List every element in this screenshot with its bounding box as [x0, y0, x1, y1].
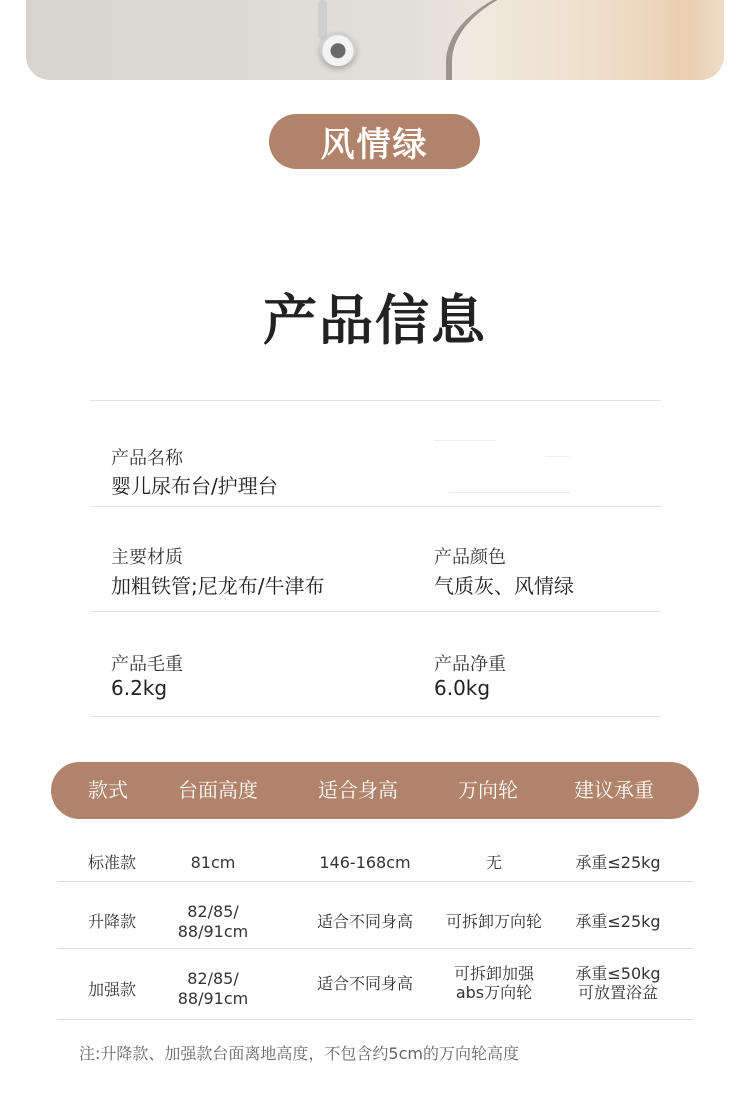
spec-label-color: 产品颜色: [434, 547, 506, 568]
spec-value-color: 气质灰、风情绿: [434, 574, 574, 598]
spec-label-net-weight: 产品净重: [434, 654, 506, 675]
column-header-top-height: 台面高度: [178, 778, 258, 802]
cell-caster: 无: [485, 853, 502, 872]
cell-fit-height: 适合不同身高: [316, 912, 413, 931]
section-title: 产品信息: [263, 289, 487, 352]
cell-top-height: 88/91cm: [177, 989, 249, 1008]
cell-load: 承重≤25kg: [575, 853, 661, 872]
cell-caster: 可拆卸万向轮: [445, 912, 542, 931]
column-header-style: 款式: [88, 778, 128, 802]
column-header-caster: 万向轮: [458, 778, 518, 802]
cell-caster: 可拆卸加强: [453, 964, 534, 983]
cell-caster: abs万向轮: [455, 983, 533, 1002]
spec-label-gross-weight: 产品毛重: [111, 654, 183, 675]
spec-label-product-name: 产品名称: [111, 448, 183, 469]
cell-top-height: 82/85/: [187, 902, 239, 921]
row-divider: [57, 948, 693, 949]
cell-top-height: 88/91cm: [177, 922, 249, 941]
rug-graphic: [446, 0, 724, 80]
cell-top-height: 82/85/: [187, 969, 239, 988]
stand-leg-graphic: [318, 0, 327, 40]
spec-value-material: 加粗铁管;尼龙布/牛津布: [111, 574, 325, 598]
spec-divider: [90, 400, 661, 401]
cell-style: 加强款: [87, 980, 136, 999]
row-divider: [57, 881, 693, 882]
spec-label-material: 主要材质: [111, 547, 183, 568]
spec-divider: [90, 506, 661, 507]
cell-fit-height: 适合不同身高: [316, 974, 413, 993]
column-header-fit-height: 适合身高: [318, 778, 398, 802]
color-variant-badge: 风情绿: [269, 114, 480, 169]
table-header: [51, 762, 699, 819]
cell-style: 标准款: [87, 853, 136, 872]
product-photo: [26, 0, 724, 80]
column-header-load: 建议承重: [574, 778, 654, 802]
caster-wheel-graphic: [320, 32, 356, 66]
row-divider: [57, 1019, 693, 1020]
cell-fit-height: 146-168cm: [319, 853, 411, 872]
spec-blank-line: [434, 440, 496, 441]
cell-load: 可放置浴盆: [577, 983, 658, 1002]
footnote: 注:升降款、加强款台面离地高度，不包含约5cm的万向轮高度: [79, 1044, 519, 1063]
spec-value-net-weight: 6.0kg: [434, 676, 491, 700]
cell-load: 承重≤50kg: [575, 964, 661, 983]
spec-blank-line: [449, 492, 571, 493]
cell-style: 升降款: [87, 912, 136, 931]
cell-top-height: 81cm: [190, 853, 236, 872]
spec-blank-line: [545, 456, 569, 457]
cell-load: 承重≤25kg: [575, 912, 661, 931]
spec-divider: [90, 611, 661, 612]
spec-divider: [90, 716, 661, 717]
spec-value-product-name: 婴儿尿布台/护理台: [111, 474, 278, 498]
spec-value-gross-weight: 6.2kg: [111, 676, 168, 700]
